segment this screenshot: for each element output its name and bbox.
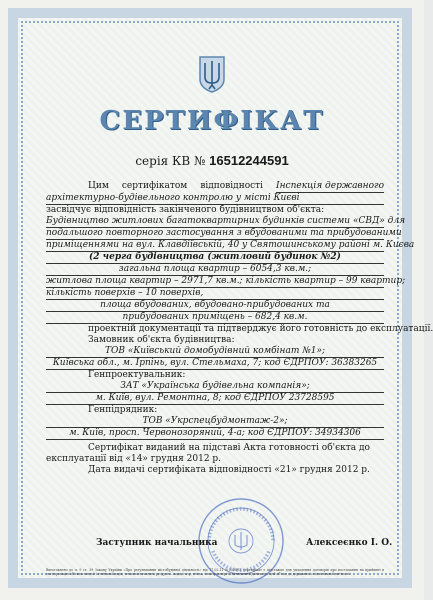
serial-label: серія КВ № (135, 154, 206, 168)
body-line: площа вбудованих, вбудовано-прибудованих та (46, 300, 384, 312)
body-line: прибудованих приміщень – 682,4 кв.м. (46, 312, 384, 324)
body-line: м. Київ, вул. Ремонтна, 8; код ЄДРПОУ 23728595 (46, 393, 384, 405)
signatory-name: Алексеєнко І. О. (306, 538, 393, 548)
body-line: Сертифікат виданий на підставі Акта готовності об'єкта до (88, 443, 370, 453)
serial-line (0, 153, 424, 168)
body-line: експлуатації від «14» грудня 2012 р. (46, 454, 222, 464)
serial-number: 16512244591 (209, 153, 289, 168)
certificate-body (46, 181, 433, 476)
body-line: Генпідрядник: (88, 405, 158, 415)
body-line: Генпроектувальник: (88, 370, 186, 380)
certificate-title: СЕРТИФІКАТ (99, 106, 325, 136)
trident-emblem-icon (197, 55, 227, 93)
body-line: Дата видачі сертифіката відповідності «21» грудня 2012 р. (88, 465, 370, 475)
body-line: (2 черга будівництва (житловий будинок №2) (46, 252, 384, 264)
body-line: житлова площа квартир – 2971,7 кв.м.; кількість квартир – 99 квартир; (46, 276, 406, 286)
body-line: ТОВ «Укрспецбудмонтаж-2»; (46, 416, 384, 428)
body-line: ТОВ «Київський домобудівний комбінат №1»; (46, 346, 384, 358)
body-line: Цим сертифікатом відповідності Інспекція державного (88, 181, 384, 191)
body-line: м. Київ, просп. Червонозоряний, 4-а; код ЄДРПОУ: 34934306 (46, 428, 384, 440)
body-line: ЗАТ «Українська будівельна компанія»; (46, 381, 384, 393)
signatory-role: Заступник начальника (96, 538, 218, 548)
body-line: архітектурно-будівельного контролю у місті Києві (46, 193, 384, 205)
body-line: подальшого повторного застосування з вбудованими та прибудованими (46, 228, 402, 238)
body-line: проектній документації та підтверджує його готовність до експлуатації. (88, 324, 433, 334)
body-line: кількість поверхів – 10 поверхів, (46, 288, 384, 300)
footnote: Виготовлено до ч. 9 ст. 39 Закону України «Про регулювання містобудівної діяльності» від 17.02.11 №3038-VI сертифікат є підставою для укладення договорів про постачання на прийняті в експлуатацію об'єкти питної і технічної води, теплопостачання, ресурсів – води, газу, тепла, електроенергії, включення даних про цей об'єкт до державної статистичної звітності. (46, 568, 384, 576)
body-line: засвідчує відповідність закінченого будівництвом об'єкта: (46, 205, 325, 215)
body-line: загальна площа квартир – 6054,3 кв.м.; (46, 264, 384, 276)
body-line: Замовник об'єкта будівництва: (88, 335, 235, 345)
body-line: Київська обл., м. Ірпінь, вул. Стельмаха, 7; код ЄДРПОУ: 36383265 (46, 358, 384, 370)
body-line: Будівництво житлових багатоквартирних будинків системи «СВД» для (46, 216, 406, 226)
body-line: приміщеннями на вул. Клавдіївській, 40 у Святошинському районі м. Києва (46, 240, 415, 250)
